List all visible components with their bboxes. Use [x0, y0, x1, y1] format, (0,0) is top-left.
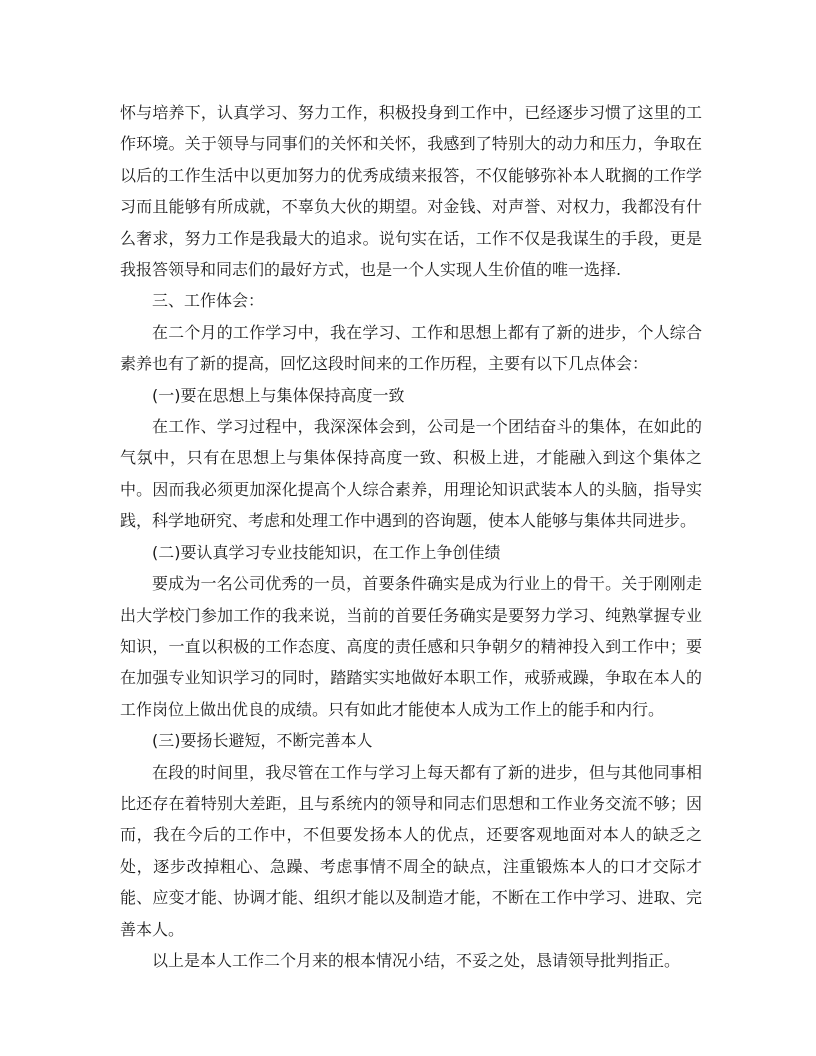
point1-body-paragraph: 在工作、学习过程中，我深深体会到，公司是一个团结奋斗的集体，在如此的气氛中，只有在思想上与集体保持高度一致、积极上进，才能融入到这个集体之中。因而我必须更加深化提高个人综合素养，用理论知识武装本人的头脑，指导实践，科学地研究、考虑和处理工作中遇到的咨询题，使本人能够与集体共同进步。 [120, 417, 702, 531]
document-page [120, 97, 702, 976]
intro-continuation-paragraph: 怀与培养下，认真学习、努力工作，积极投身到工作中，已经逐步习惯了这里的工作环境。关于领导与同事们的关怀和关怀，我感到了特别大的动力和压力，争取在以后的工作生活中以更加努力的优秀成绩来报答，不仅能够弥补本人耽搁的工作学习而且能够有所成就，不辜负大伙的期望。对金钱、对声誉、对权力，我都没有什么奢求，努力工作是我最大的追求。说句实在话，工作不仅是我谋生的手段，更是我报答领导和同志们的最好方式，也是一个人实现人生价值的唯一选择. [120, 103, 702, 280]
section3-heading: 三、工作体会： [152, 291, 265, 311]
point1-heading: (一)要在思想上与集体保持高度一致 [152, 385, 405, 405]
point2-heading: (二)要认真学习专业技能知识，在工作上争创佳绩 [152, 542, 501, 562]
point3-heading: (三)要扬长避短，不断完善本人 [152, 731, 373, 751]
point2-body-paragraph: 要成为一名公司优秀的一员，首要条件确实是成为行业上的骨干。关于刚刚走出大学校门参加工作的我来说，当前的首要任务确实是要努力学习、纯熟掌握专业知识，一直以积极的工作态度、高度的责任感和只争朝夕的精神投入到工作中；要在加强专业知识学习的同时，踏踏实实地做好本职工作，戒骄戒躁，争取在本人的工作岗位上做出优良的成绩。只有如此才能使本人成为工作上的能手和内行。 [120, 574, 702, 719]
closing-paragraph: 以上是本人工作二个月来的根本情况小结，不妥之处，恳请领导批判指正。 [152, 950, 681, 970]
section3-intro-paragraph: 在二个月的工作学习中，我在学习、工作和思想上都有了新的进步，个人综合素养也有了新的提高，回忆这段时间来的工作历程，主要有以下几点体会： [120, 322, 702, 374]
point3-body-paragraph: 在段的时间里，我尽管在工作与学习上每天都有了新的进步，但与其他同事相比还存在着特别大差距，且与系统内的领导和同志们思想和工作业务交流不够；因而，我在今后的工作中，不但要发扬本人的优点，还要客观地面对本人的缺乏之处，逐步改掉粗心、急躁、考虑事情不周全的缺点，注重锻炼本人的口才交际才能、应变才能、协调才能、组织才能以及制造才能，不断在工作中学习、进取、完善本人。 [120, 762, 702, 939]
